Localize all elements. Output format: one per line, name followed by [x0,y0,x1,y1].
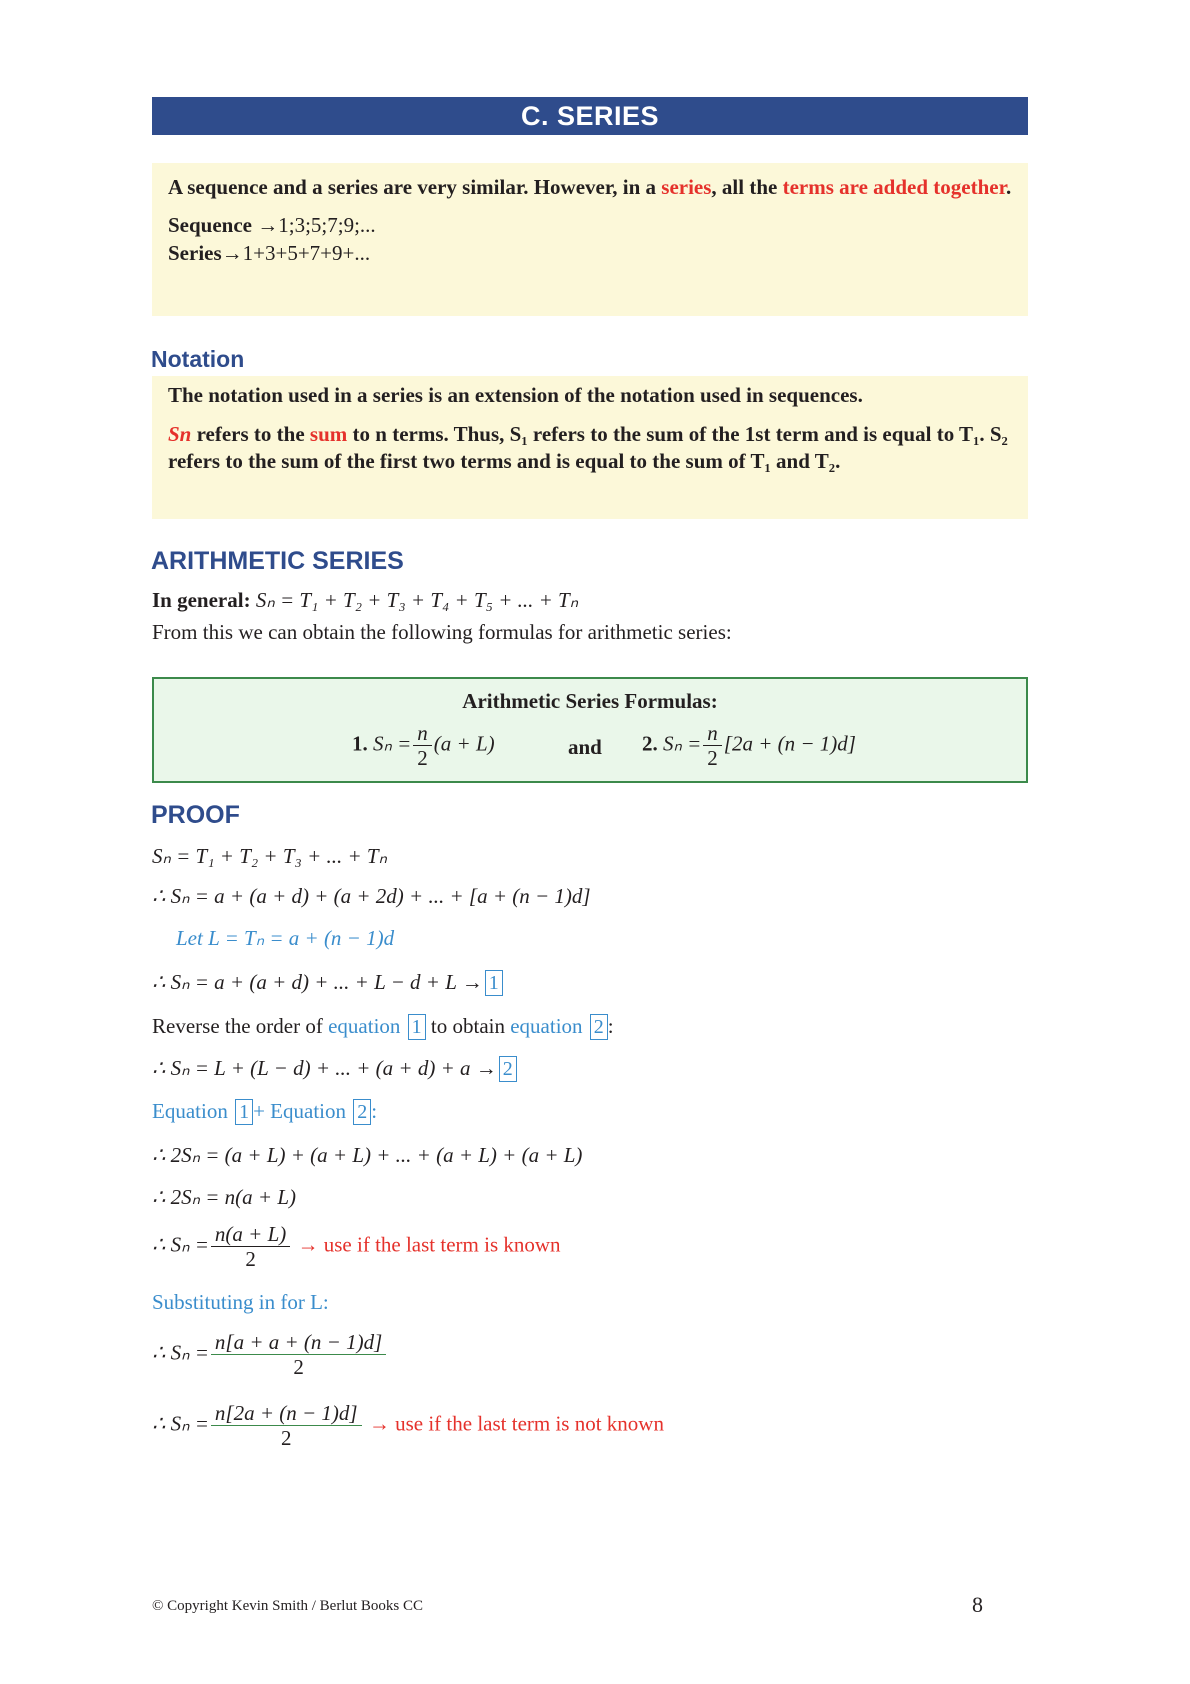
proof-line-8: ∴ 2Sₙ = (a + L) + (a + L) + ... + (a + L) + (a + L) [152,1143,583,1167]
sequence-example: Sequence →1;3;5;7;9;... [168,213,376,237]
proof-line-7: Equation 1 + Equation 2 : [152,1099,378,1123]
notation-box [152,376,1028,519]
proof-heading: PROOF [151,801,240,829]
general-formula: In general: Sₙ = T₁ + T₂ + T₃ + T₄ + T₅ + ... + Tₙ [152,588,579,612]
proof-line-6: ∴ Sₙ = L + (L − d) + ... + (a + d) + a → 2 [152,1056,517,1082]
notation-line2: Sn refers to the sum to n terms. Thus, S₁ refers to the sum of the 1st term and is equal to T₁. S₂ refers to the sum of the first two terms and is equal to the sum of T₁ and T₂. [168,422,1008,473]
footer-copyright: © Copyright Kevin Smith / Berlut Books CC [152,1598,423,1614]
section-banner: C. SERIES [152,97,1028,135]
proof-line-5: Reverse the order of equation 1 to obtain equation 2 : [152,1014,614,1038]
proof-line-9: ∴ 2Sₙ = n(a + L) [152,1185,296,1209]
arithmetic-series-heading: ARITHMETIC SERIES [151,547,404,575]
intro-formulas-text: From this we can obtain the following formulas for arithmetic series: [152,620,732,644]
proof-line-3: Let L = Tₙ = a + (n − 1)d [176,926,395,950]
proof-line-2: ∴ Sₙ = a + (a + d) + (a + 2d) + ... + [a + (n − 1)d] [152,884,591,908]
series-example: Series→1+3+5+7+9+... [168,241,371,265]
formula-box [152,677,1028,783]
proof-line-4: ∴ Sₙ = a + (a + d) + ... + L − d + L → 1 [152,970,503,996]
proof-line-10: ∴ Sₙ = $\frac{n(a + L)}{2}$ → use if the last term is known [152,1222,561,1271]
proof-line-13: ∴ Sₙ = $\frac{n[2a + (n - 1)d]}{2}$ → use if the last term is not known [152,1401,664,1450]
proof-line-12: ∴ Sₙ = $\frac{n[a + a + (n - 1)d]}{2}$ [152,1330,388,1379]
proof-line-11: Substituting in for L: [152,1290,329,1314]
intro-box [152,163,1028,316]
and-label: and [568,735,602,759]
notation-line1: The notation used in a series is an extension of the notation used in sequences. [168,383,863,407]
intro-text: A sequence and a series are very similar. However, in a series, all the terms are added together. [168,175,1012,199]
formula-box-title: Arithmetic Series Formulas: [462,689,718,713]
notation-heading: Notation [151,346,245,372]
proof-line-1: Sₙ = T₁ + T₂ + T₃ + ... + Tₙ [152,844,387,868]
page-number: 8 [972,1592,983,1617]
formula-1: 1. Sₙ = $\frac{n}{2}$ (a + L) [352,721,495,770]
formula-2: 2. Sₙ = $\frac{n}{2}$ [2a + (n − 1)d] [642,721,856,770]
